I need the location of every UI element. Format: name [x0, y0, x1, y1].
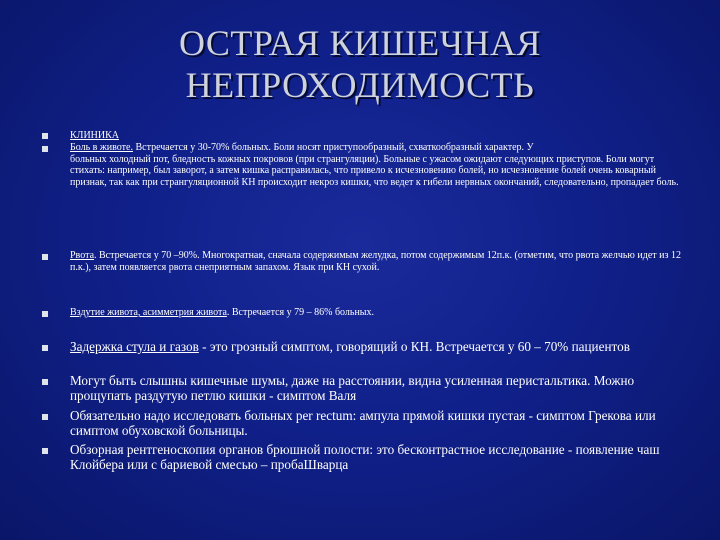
- bullet-text: Обзорная рентгеноскопия органов брюшной полости: это бесконтрастное исследование - появление чаш Клойбера или с бариевой смесью – пробаШварца: [70, 442, 660, 472]
- bullet-square-icon: [42, 414, 48, 420]
- bullet-lead: Боль в животе.: [70, 142, 133, 153]
- bullet-text: Обязательно надо исследовать больных per rectum: ампула прямой кишки пустая - симптом Грекова или симптом обуховской больницы.: [70, 408, 656, 438]
- bullet-body: . Встречается у 70 –90%. Многократная, сначала содержимым желудка, потом содержимым 12п.к. (отметим, что рвота желчью идет из 12 п.к.), затем появляется рвота снеприятным запахом. Язык при КН сухой.: [70, 250, 681, 273]
- bullet-body: - это грозный симптом, говорящий о КН. Встречается у 60 – 70% пациентов: [198, 339, 630, 354]
- bullet-square-icon: [42, 146, 48, 152]
- bullet-square-icon: [42, 345, 48, 351]
- bullet-square-icon: [42, 254, 48, 260]
- section-heading: КЛИНИКА: [70, 130, 120, 141]
- bullet-square-icon: [42, 311, 48, 317]
- title-line-2: НЕПРОХОДИМОСТЬ: [185, 65, 535, 105]
- bullet-text: [70, 340, 682, 355]
- bullet-lead: Рвота: [70, 250, 95, 261]
- bullet-square-icon: [42, 133, 48, 139]
- bullet-lead: Задержка стула и газов: [70, 339, 199, 354]
- bullet-body: Встречается у 30-70% больных. Боли носят приступообразный, схваткообразный характер. У: [132, 142, 534, 153]
- bullet-lead: Вздутие живота, асимметрия живота: [70, 307, 227, 318]
- bullet-body: . Встречается у 79 – 86% больных.: [226, 307, 375, 318]
- bullet-square-icon: [42, 379, 48, 385]
- title-line-1: ОСТРАЯ КИШЕЧНАЯ: [178, 23, 542, 63]
- bullet-body-continued: больных холодный пот, бледность кожных покровов (при странгуляции). Больные с ужасом ожидают следующих приступов. Боли могут стихать: например, был заворот, а затем кишка расправилась, что привело к исчезновению болей, но исчезновение болей очень коварный признак, так как при странгуляционной КН происходит некроз кишки, что ведет к гибели нервных окончаний, следовательно, пропадает боль.: [70, 153, 679, 188]
- bullet-text: Могут быть слышны кишечные шумы, даже на расстоянии, видна усиленная перистальтика. Можно прощупать раздутую петлю кишки - симптом Валя: [70, 373, 635, 403]
- slide-title: [80, 22, 640, 106]
- bullet-text: [70, 307, 682, 319]
- bullet-square-icon: [42, 448, 48, 454]
- bullet-text: [70, 142, 682, 188]
- bullet-text: [70, 250, 682, 273]
